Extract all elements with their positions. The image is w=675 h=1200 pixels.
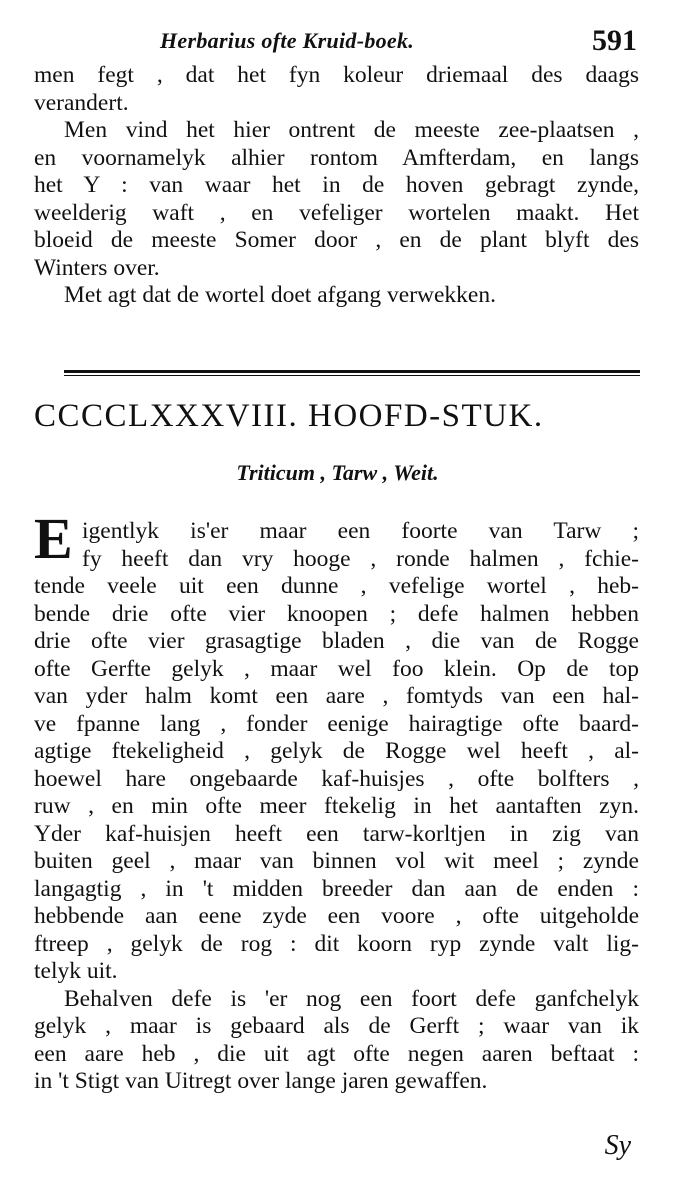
text-line: weelderig waft , en vefeliger wortelen maakt. Het bbox=[34, 199, 639, 226]
text-line: bloeid de meeste Somer door , en de plant blyft des bbox=[34, 227, 639, 253]
text-line: bende drie ofte vier knoopen ; defe halmen hebben bbox=[34, 600, 639, 627]
text-line: verandert. bbox=[34, 89, 129, 116]
page-header bbox=[0, 22, 675, 58]
text-line: het Y : van waar het in de hoven gebragt zynde, bbox=[34, 172, 639, 198]
catchword: Sy bbox=[604, 1130, 631, 1161]
main-text-block bbox=[34, 518, 639, 1096]
text-line: hoewel hare ongebaarde kaf-huisjes , ofte bolfters , bbox=[34, 765, 639, 792]
text-line: Yder kaf-huisjen heeft een tarw-korltjen in zig van bbox=[34, 820, 639, 847]
drop-cap: E bbox=[34, 506, 73, 571]
text-line: een aare heb , die uit agt ofte negen aaren beftaat : bbox=[34, 1040, 639, 1067]
text-line: ve fpanne lang , fonder eenige hairagtige ofte baard- bbox=[34, 710, 639, 737]
top-text-block bbox=[34, 62, 639, 310]
text-line: van yder halm komt een aare , fomtyds van een hal- bbox=[34, 683, 639, 709]
text-line: in 't Stigt van Uitregt over lange jaren gewaffen. bbox=[34, 1068, 488, 1094]
text-line: telyk uit. bbox=[34, 958, 118, 984]
text-line: buiten geel , maar van binnen vol wit meel ; zynde bbox=[34, 848, 639, 874]
text-line: fy heeft dan vry hooge , ronde halmen , fchie- bbox=[82, 545, 639, 572]
text-line: Met agt dat de wortel doet afgang verwekken. bbox=[64, 282, 496, 308]
text-line: gelyk , maar is gebaard als de Gerft ; waar van ik bbox=[34, 1013, 639, 1039]
text-line: ofte Gerfte gelyk , maar wel foo klein. Op de top bbox=[34, 655, 639, 682]
section-rule-thin bbox=[64, 375, 640, 376]
text-line: Men vind het hier ontrent de meeste zee-plaatsen , bbox=[64, 117, 639, 143]
text-line: Winters over. bbox=[34, 254, 160, 281]
text-line: en voornamelyk alhier rontom Amfterdam, en langs bbox=[34, 144, 639, 171]
chapter-heading: CCCCLXXXVIII. HOOFD-STUK. bbox=[34, 398, 544, 434]
text-line: men fegt , dat het fyn koleur driemaal des daags bbox=[34, 62, 639, 88]
text-line: drie ofte vier grasagtige bladen , die van de Rogge bbox=[34, 628, 639, 654]
page-number: 591 bbox=[592, 24, 637, 57]
text-line: Behalven defe is 'er nog een foort defe ganfchelyk bbox=[64, 985, 639, 1012]
text-line: tende veele uit een dunne , vefelige wortel , heb- bbox=[34, 573, 639, 599]
text-line: hebbende aan eene zyde een voore , ofte uitgeholde bbox=[34, 903, 639, 929]
text-line: ftreep , gelyk de rog : dit koorn ryp zynde valt lig- bbox=[34, 930, 639, 957]
text-line: ruw , en min ofte meer ftekelig in het aantaften zyn. bbox=[34, 793, 639, 819]
chapter-subtitle: Triticum , Tarw , Weit. bbox=[236, 460, 439, 485]
running-title: Herbarius ofte Kruid-boek. bbox=[160, 28, 415, 53]
section-rule-thick bbox=[64, 370, 640, 373]
text-line: langagtig , in 't midden breeder dan aan de enden : bbox=[34, 875, 639, 902]
text-line: agtige ftekeligheid , gelyk de Rogge wel heeft , al- bbox=[34, 738, 639, 764]
text-line: igentlyk is'er maar een foorte van Tarw ; bbox=[82, 518, 639, 544]
